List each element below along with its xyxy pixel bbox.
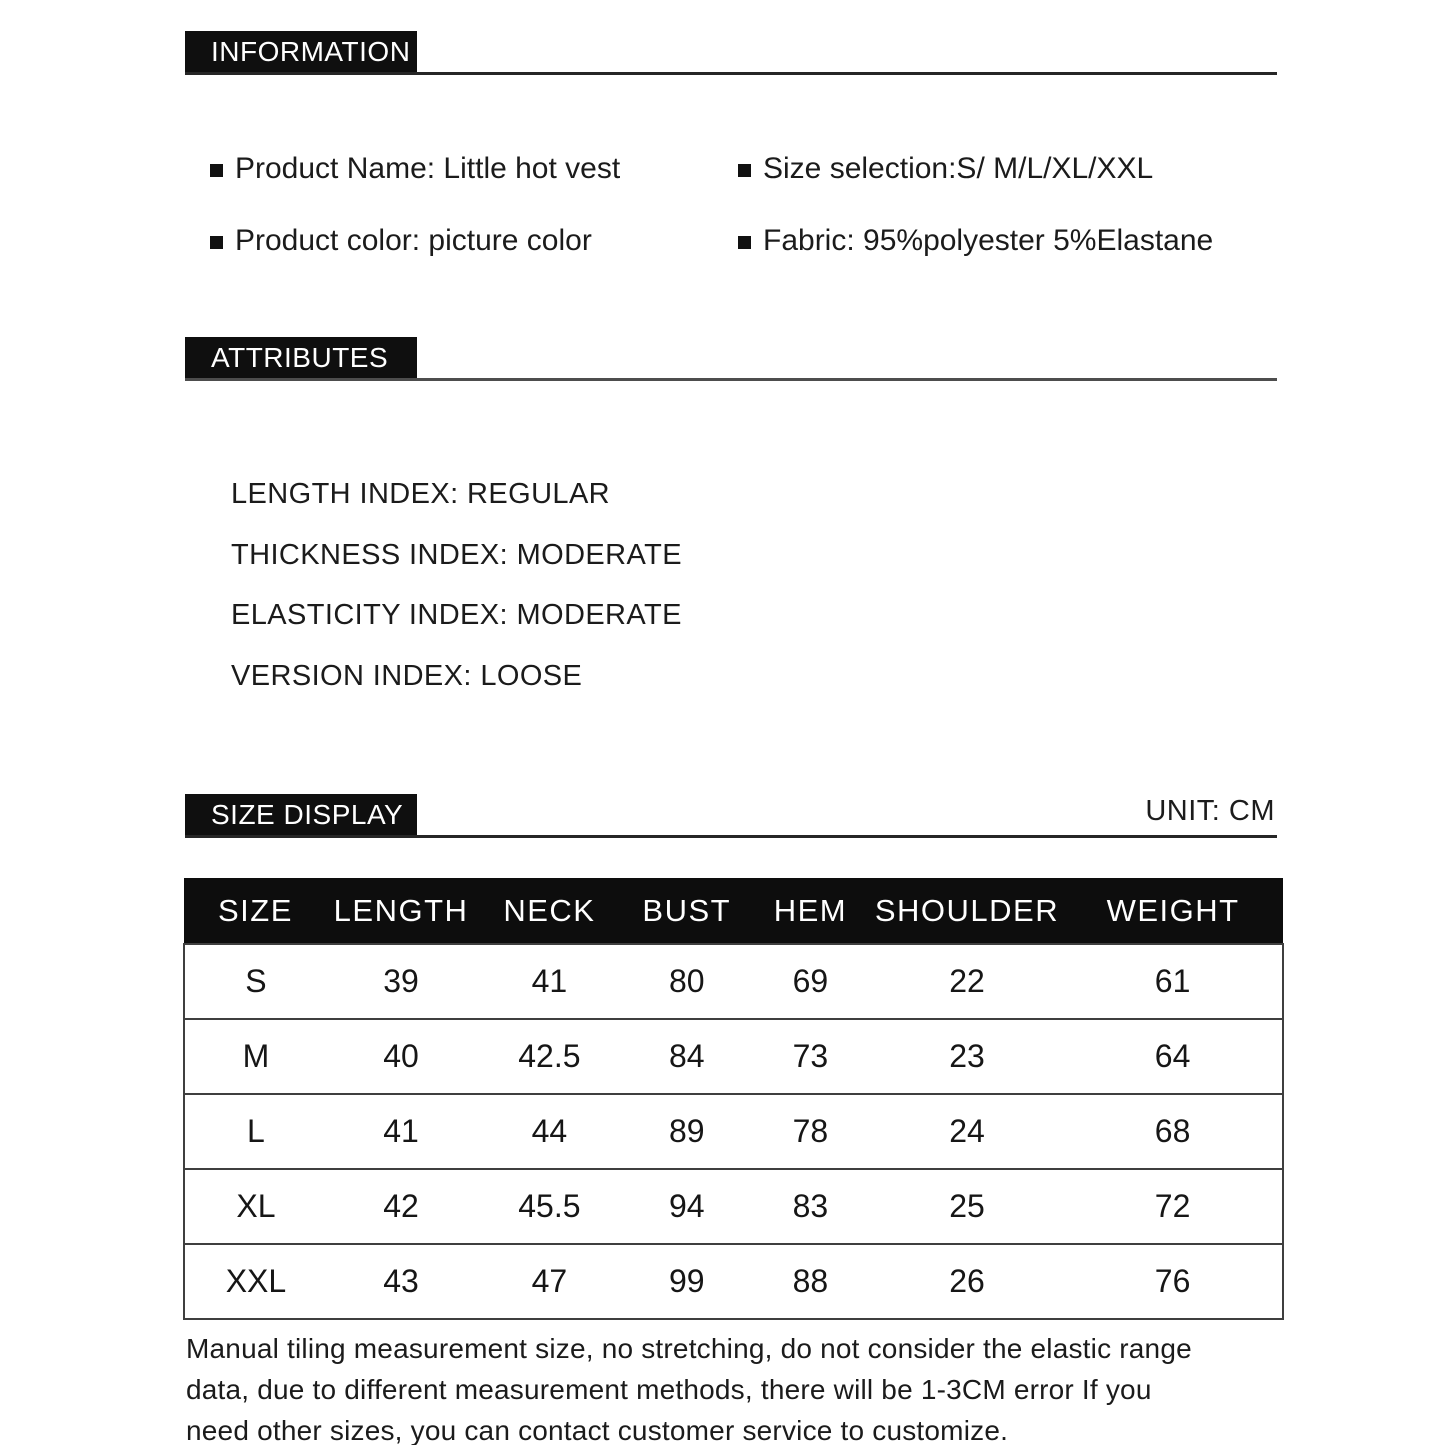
section-attributes-header (185, 337, 1277, 381)
cell-neck: 44 (475, 1094, 623, 1169)
cell-size: M (184, 1019, 327, 1094)
cell-bust: 84 (624, 1019, 750, 1094)
cell-length: 43 (327, 1244, 475, 1319)
attribute-elasticity-index: ELASTICITY INDEX: MODERATE (231, 599, 682, 631)
cell-neck: 45.5 (475, 1169, 623, 1244)
cell-bust: 99 (624, 1244, 750, 1319)
cell-weight: 72 (1063, 1169, 1283, 1244)
cell-length: 39 (327, 944, 475, 1019)
cell-bust: 80 (624, 944, 750, 1019)
size-table (183, 878, 1284, 1320)
attribute-version-index: VERSION INDEX: LOOSE (231, 660, 583, 692)
cell-size: L (184, 1094, 327, 1169)
unit-label: UNIT: CM (1145, 795, 1275, 827)
cell-length: 41 (327, 1094, 475, 1169)
size-table-row-l (184, 1094, 1283, 1169)
bullet-square-icon (738, 236, 751, 249)
cell-shoulder: 23 (871, 1019, 1063, 1094)
size-table-row-s (184, 944, 1283, 1019)
column-header-hem: HEM (750, 878, 871, 944)
size-table-header-row (184, 878, 1283, 944)
cell-bust: 94 (624, 1169, 750, 1244)
cell-size: XL (184, 1169, 327, 1244)
size-table-row-xl (184, 1169, 1283, 1244)
info-item-product-name (210, 151, 620, 187)
bullet-square-icon (738, 164, 751, 177)
cell-hem: 88 (750, 1244, 871, 1319)
measurement-note-line: data, due to different measurement methods, there will be 1-3CM error If you (186, 1374, 1152, 1405)
section-title-size-display: SIZE DISPLAY (185, 794, 417, 835)
measurement-note (186, 1328, 1306, 1445)
cell-weight: 64 (1063, 1019, 1283, 1094)
cell-weight: 68 (1063, 1094, 1283, 1169)
cell-shoulder: 24 (871, 1094, 1063, 1169)
cell-weight: 61 (1063, 944, 1283, 1019)
info-item-label: Product color: picture color (235, 224, 592, 257)
cell-weight: 76 (1063, 1244, 1283, 1319)
cell-size: XXL (184, 1244, 327, 1319)
measurement-note-line: Manual tiling measurement size, no stretching, do not consider the elastic range (186, 1333, 1192, 1364)
column-header-length: LENGTH (327, 878, 475, 944)
cell-neck: 41 (475, 944, 623, 1019)
info-item-label: Size selection:S/ M/L/XL/XXL (763, 152, 1154, 185)
bullet-square-icon (210, 236, 223, 249)
column-header-weight: WEIGHT (1063, 878, 1283, 944)
cell-shoulder: 26 (871, 1244, 1063, 1319)
cell-hem: 69 (750, 944, 871, 1019)
info-item-label: Fabric: 95%polyester 5%Elastane (763, 224, 1214, 257)
attribute-length-index: LENGTH INDEX: REGULAR (231, 478, 611, 510)
info-item-product-color (210, 223, 592, 259)
size-table-row-xxl (184, 1244, 1283, 1319)
cell-size: S (184, 944, 327, 1019)
cell-shoulder: 22 (871, 944, 1063, 1019)
cell-hem: 83 (750, 1169, 871, 1244)
section-information-header (185, 31, 1277, 75)
cell-length: 40 (327, 1019, 475, 1094)
section-title-information: INFORMATION (185, 31, 417, 72)
info-item-fabric (738, 223, 1213, 259)
info-item-size-selection (738, 151, 1153, 187)
column-header-size: SIZE (184, 878, 327, 944)
cell-neck: 42.5 (475, 1019, 623, 1094)
measurement-note-line: need other sizes, you can contact customer service to customize. (186, 1415, 1009, 1445)
size-table-row-m (184, 1019, 1283, 1094)
attribute-thickness-index: THICKNESS INDEX: MODERATE (231, 539, 682, 571)
section-title-attributes: ATTRIBUTES (185, 337, 417, 378)
section-size-display-header (185, 794, 1277, 838)
cell-length: 42 (327, 1169, 475, 1244)
bullet-square-icon (210, 164, 223, 177)
column-header-shoulder: SHOULDER (871, 878, 1063, 944)
cell-shoulder: 25 (871, 1169, 1063, 1244)
cell-hem: 73 (750, 1019, 871, 1094)
cell-hem: 78 (750, 1094, 871, 1169)
cell-neck: 47 (475, 1244, 623, 1319)
column-header-bust: BUST (624, 878, 750, 944)
info-item-label: Product Name: Little hot vest (235, 152, 621, 185)
column-header-neck: NECK (475, 878, 623, 944)
cell-bust: 89 (624, 1094, 750, 1169)
